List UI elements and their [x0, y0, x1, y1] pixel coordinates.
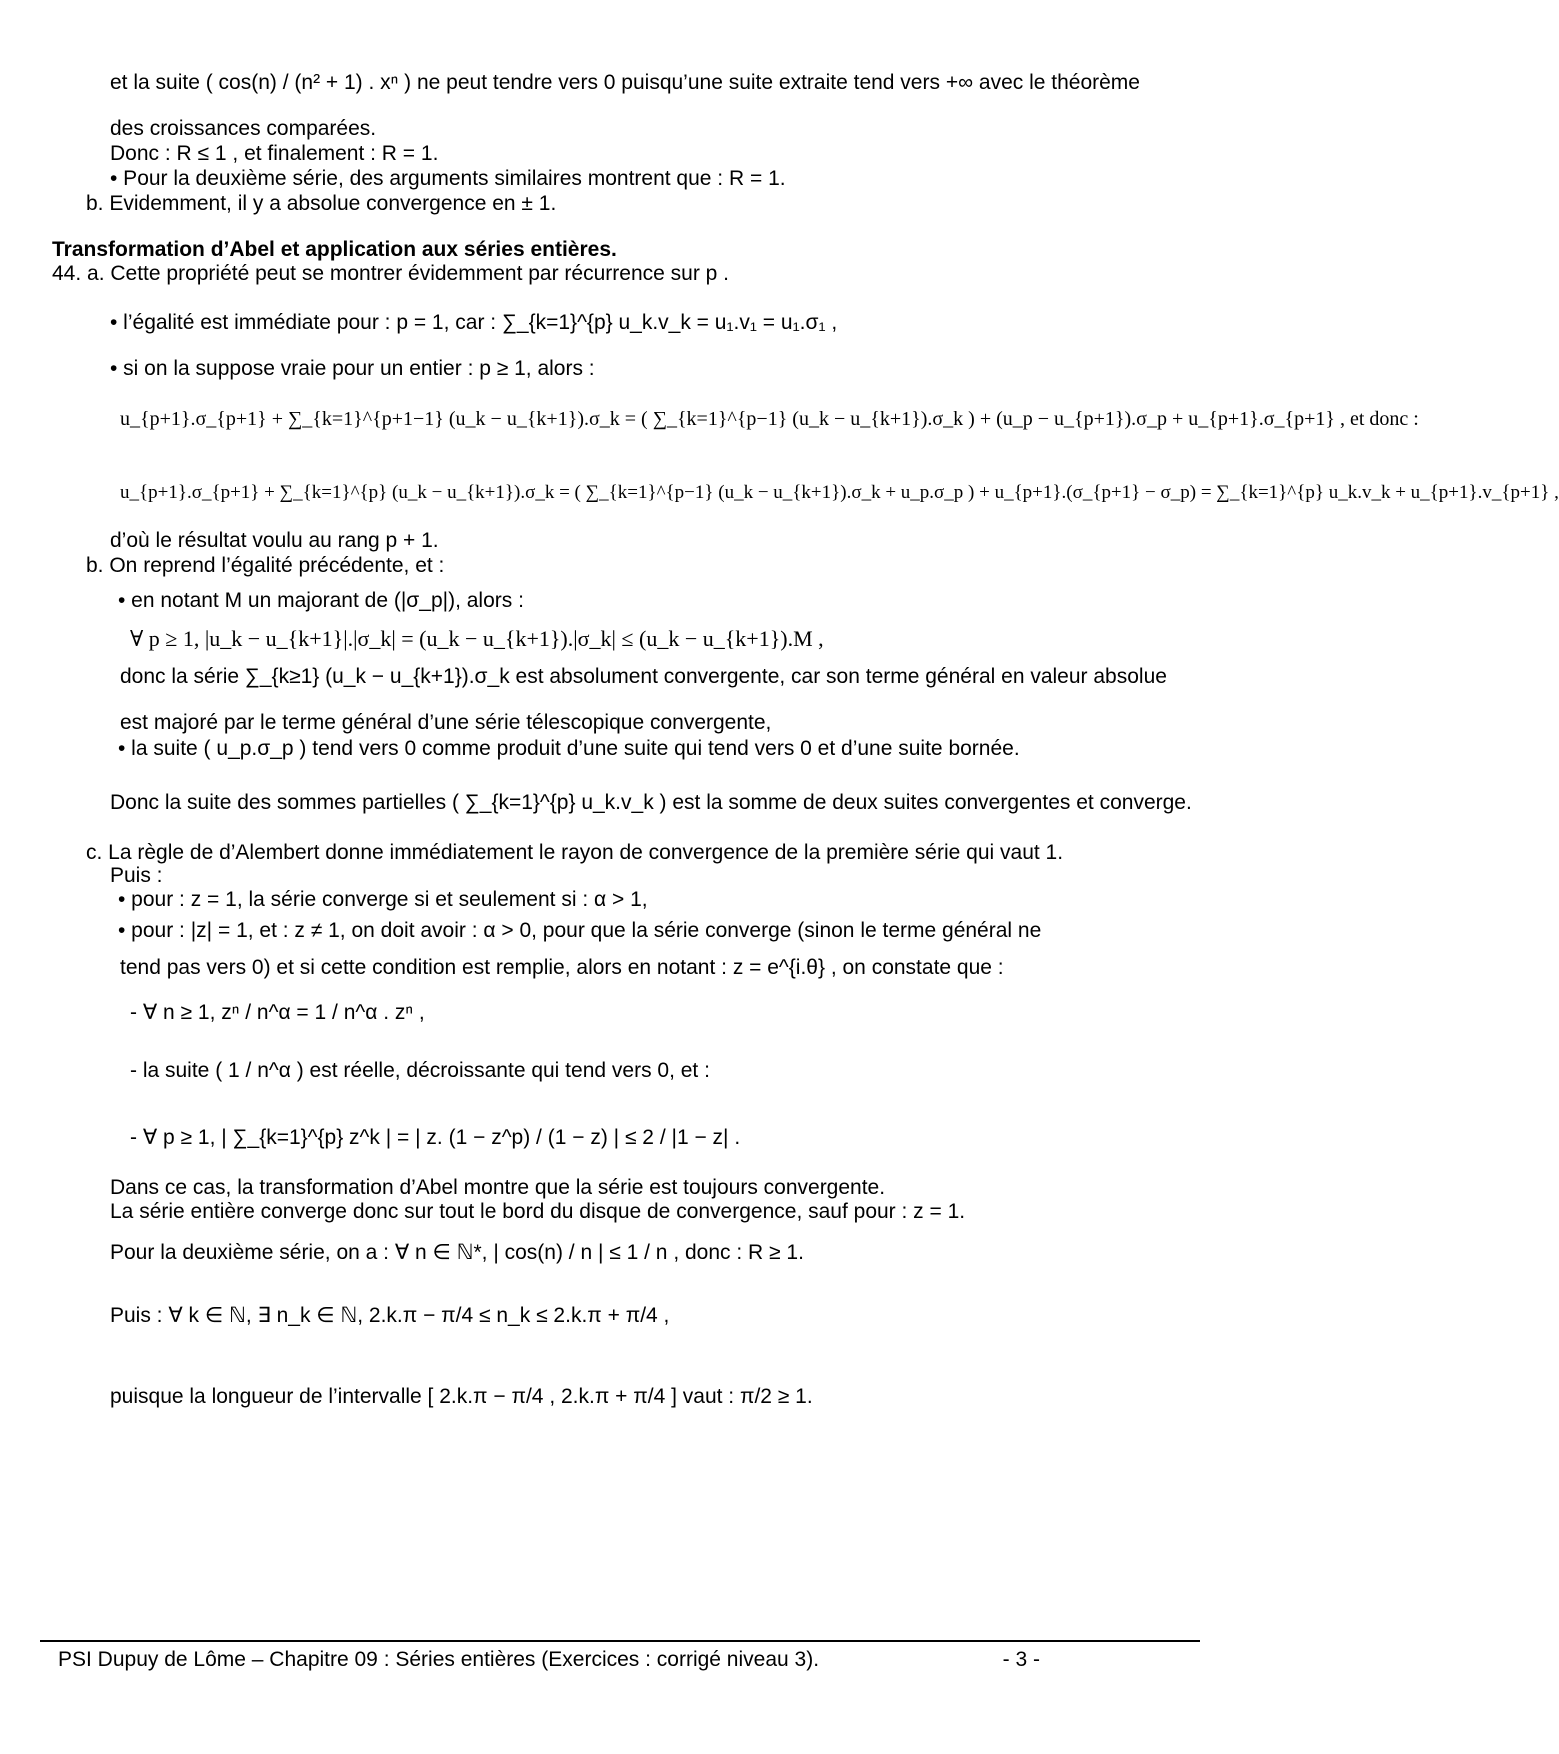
page-number: - 3 -	[1002, 1648, 1040, 1671]
line-27: Dans ce cas, la transformation d’Abel montre que la série est toujours convergente.	[110, 1176, 886, 1199]
line-14: ∀ p ≥ 1, |u_k − u_{k+1}|.|σ_k| = (u_k − u_{k+1}).|σ_k| ≤ (u_k − u_{k+1}).M ,	[130, 626, 824, 651]
line-28: La série entière converge donc sur tout le bord du disque de convergence, sauf pour : z = 1.	[110, 1200, 966, 1223]
line-2: des croissances comparées.	[110, 117, 377, 140]
line-13: • en notant M un majorant de (|σ_p|), alors :	[118, 589, 524, 612]
line-24: - ∀ n ≥ 1, zⁿ / n^α = 1 / n^α . zⁿ ,	[130, 1001, 425, 1024]
line-16: est majoré par le terme général d’une série télescopique convergente,	[120, 711, 772, 734]
line-23: tend pas vers 0) et si cette condition est remplie, alors en notant : z = e^{i.θ} , on constate que :	[120, 956, 1004, 979]
line-29: Pour la deuxième série, on a : ∀ n ∈ ℕ*, | cos(n) / n | ≤ 1 / n , donc : R ≥ 1.	[110, 1241, 804, 1264]
line-20: Puis :	[110, 864, 163, 887]
line-15: donc la série ∑_{k≥1} (u_k − u_{k+1}).σ_k est absolument convergente, car son terme général en valeur absolue	[120, 665, 1167, 688]
line-25: - la suite ( 1 / n^α ) est réelle, décroissante qui tend vers 0, et :	[130, 1059, 710, 1082]
line-21: • pour : z = 1, la série converge si et seulement si : α > 1,	[118, 888, 648, 911]
line-19: c. La règle de d’Alembert donne immédiatement le rayon de convergence de la première série qui vaut 1.	[86, 841, 1064, 864]
line-9: u_{p+1}.σ_{p+1} + ∑_{k=1}^{p+1−1} (u_k − u_{k+1}).σ_k = ( ∑_{k=1}^{p−1} (u_k − u_{k+1}).σ_k ) + (u_p − u_{p+1}).σ_p + u_{p+1}.σ_{p+1} , et donc :	[120, 408, 1419, 430]
line-17: • la suite ( u_p.σ_p ) tend vers 0 comme produit d’une suite qui tend vers 0 et d’une suite bornée.	[118, 737, 1020, 760]
line-8: • si on la suppose vraie pour un entier : p ≥ 1, alors :	[110, 357, 595, 380]
footer-title: PSI Dupuy de Lôme – Chapitre 09 : Séries entières (Exercices : corrigé niveau 3).	[58, 1648, 820, 1671]
line-30: Puis : ∀ k ∈ ℕ, ∃ n_k ∈ ℕ, 2.k.π − π/4 ≤ n_k ≤ 2.k.π + π/4 ,	[110, 1304, 670, 1327]
line-10: u_{p+1}.σ_{p+1} + ∑_{k=1}^{p} (u_k − u_{k+1}).σ_k = ( ∑_{k=1}^{p−1} (u_k − u_{k+1}).σ_k + u_p.σ_p ) + u_{p+1}.(σ_{p+1} − σ_p) = ∑_{k=1}^{p} u_k.v_k + u_{p+1}.v_{p+1} ,	[120, 482, 1559, 503]
line-7: • l’égalité est immédiate pour : p = 1, car : ∑_{k=1}^{p} u_k.v_k = u₁.v₁ = u₁.σ₁ ,	[110, 311, 838, 334]
line-31: puisque la longueur de l’intervalle [ 2.k.π − π/4 , 2.k.π + π/4 ] vaut : π/2 ≥ 1.	[110, 1385, 813, 1408]
line-12: b. On reprend l’égalité précédente, et :	[86, 554, 445, 577]
footer-rule	[40, 1640, 1200, 1642]
line-1: et la suite ( cos(n) / (n² + 1) . xⁿ ) ne peut tendre vers 0 puisqu’une suite extraite tend vers +∞ avec le théorème	[110, 71, 1140, 94]
line-11: d’où le résultat voulu au rang p + 1.	[110, 529, 439, 552]
line-5: b. Evidemment, il y a absolue convergence en ± 1.	[86, 192, 557, 215]
section-title: Transformation d’Abel et application aux séries entières.	[52, 238, 617, 261]
line-18: Donc la suite des sommes partielles ( ∑_{k=1}^{p} u_k.v_k ) est la somme de deux suites convergentes et converge.	[110, 791, 1192, 814]
line-22: • pour : |z| = 1, et : z ≠ 1, on doit avoir : α > 0, pour que la série converge (sinon le terme général ne	[118, 919, 1042, 942]
line-3: Donc : R ≤ 1 , et finalement : R = 1.	[110, 142, 439, 165]
line-6: 44. a. Cette propriété peut se montrer évidemment par récurrence sur p .	[52, 262, 729, 285]
line-4: • Pour la deuxième série, des arguments similaires montrent que : R = 1.	[110, 167, 786, 190]
line-26: - ∀ p ≥ 1, | ∑_{k=1}^{p} z^k | = | z. (1 − z^p) / (1 − z) | ≤ 2 / |1 − z| .	[130, 1126, 741, 1149]
